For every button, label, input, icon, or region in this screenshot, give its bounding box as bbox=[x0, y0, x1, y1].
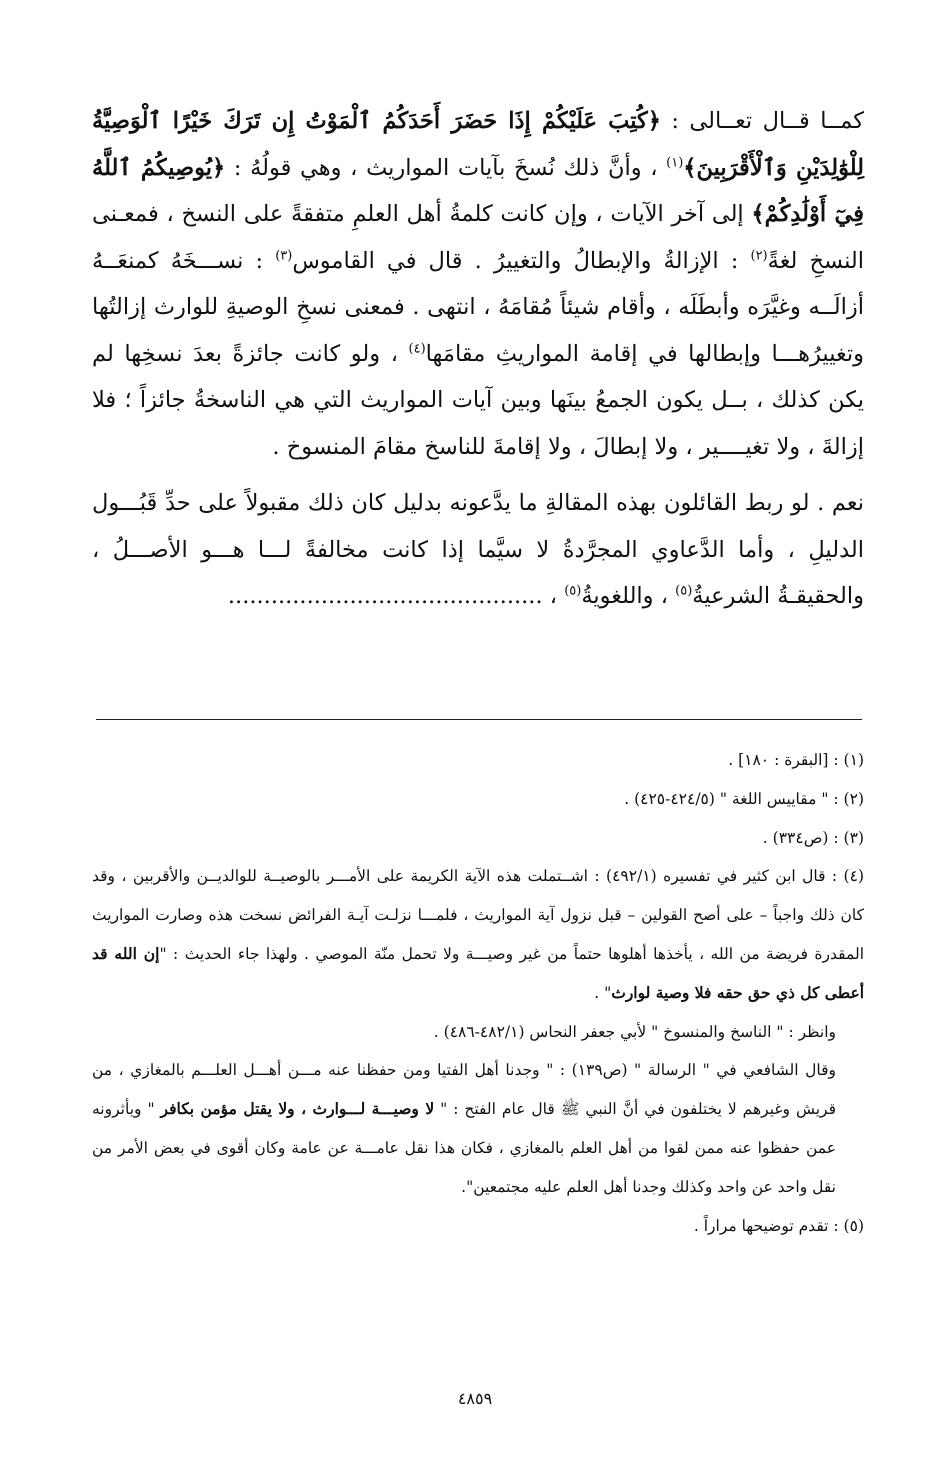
text-run: : الإزالةُ والإبطالُ والتغييرُ . قال في القاموس bbox=[292, 247, 751, 274]
footnote-4-see-also: وانظر : " الناسخ والمنسوخ " لأبي جعفر النحاس (٤٨٢/١-٤٨٦) . bbox=[433, 1022, 836, 1041]
footnote-divider bbox=[96, 719, 862, 720]
footnote-5: (٥) : تقدم توضيحها مراراً . bbox=[693, 1216, 864, 1235]
paragraph-2 bbox=[92, 480, 864, 620]
ellipsis-dots: ............................................ bbox=[227, 583, 543, 609]
footnote-ref-2[interactable]: (٢) bbox=[750, 248, 768, 263]
paragraph-1 bbox=[92, 98, 864, 470]
footnote-ref-1[interactable]: (١) bbox=[666, 155, 684, 170]
text-run: : نســـخَهُ كمنعَــهُ أزالَــه وغيَّرَه وأبطَلَه ، وأقام شيئاً مُقامَهُ ، انتهى . فمعنى نسخِ الوصيةِ للوارث إزالتُها وتغييرُهـــا وإبطالها في إقامة المواريثِ مقامَها bbox=[92, 247, 864, 367]
footnote-ref-3[interactable]: (٣) bbox=[275, 248, 293, 263]
footnote-ref-5b[interactable]: (٥) bbox=[564, 583, 582, 599]
footnote-ref-5[interactable]: (٥) bbox=[675, 583, 693, 599]
text-run: نعم . لو ربط القائلون بهذه المقالةِ ما يدَّعونه بدليل كان ذلك مقبولاً على حدِّ قَبُـــول الدليلِ ، وأما الدَّعاوي المجرَّدةُ لا سيَّما إذا كانت مخالفةً لـــا هـــو الأصـــلُ ، والحقيقـةُ الشرعيةُ bbox=[92, 490, 864, 609]
footnote-1: (١) : [البقرة : ١٨٠] . bbox=[728, 751, 864, 769]
text-run: وقال الشافعي في " الرسالة " (ص١٣٩) : " وجدنا أهل الفتيا ومن حفظنا عنه مـــن أهـــل العلـــم بالمغازي ، من قريش وغيرهم لا يختلفون في أنَّ النبي ﷺ قال عام الفتح : " bbox=[92, 1061, 836, 1119]
quran-verse-1: ﴿كُتِبَ عَلَيْكُمْ إِذَا حَضَرَ أَحَدَكُمُ ٱلْمَوْتُ إِن تَرَكَ خَيْرًا ٱلْوَصِيَّةُ لِلْوَٰلِدَيْنِ وَٱلْأَقْرَبِينَ﴾ bbox=[92, 108, 865, 181]
footnote-3: (٣) : (ص٣٣٤) . bbox=[762, 828, 864, 847]
hadith-text: لا وصيـــة لـــوارث ، ولا يقتل مؤمن بكافر bbox=[160, 1099, 435, 1119]
footnote-4 bbox=[92, 857, 864, 1012]
text-run: ، ولو كانت جائزةً بعدَ نسخِها لم يكن كذلك ، بــل يكون الجمعُ بينَها وبين آيات المواريث التي هي الناسخةُ جائزاً ؛ فلا إزالةَ ، ولا تغيــــير ، ولا إبطالَ ، ولا إقامةَ للناسخ مقامَ المنسوخ . bbox=[92, 340, 864, 460]
text-run: (٤) : قال ابن كثير في تفسيره (٤٩٢/١) : اشــتملت هذه الآية الكريمة على الأمـــر بالوصيــة للوالديــن والأقربين ، وقد كان ذلك واجباً – على أصح القولين – قبل نزول آية المواريث ، فلمـــا نزلـت آيـة الفرائض نسخت هذه وصارت المواريث المقدرة فريضة من الله ، يأخذها أهلوها حتماً من غير وصيـــة ولا تحمل منّة الموصي . ولهذا جاء الحديث : " bbox=[92, 867, 864, 963]
text-run: ، bbox=[542, 583, 565, 609]
quran-verse-2: ﴿يُوصِيكُمُ ٱللَّهُ فِيٓ أَوْلَٰدِكُمْ﴾ bbox=[92, 154, 864, 227]
text-run: " ويأثرونه عمن حفظوا عنه ممن لقوا من أهل العلم بالمغازي ، فكان هذا نقل عامـــة عن عامة وكان أقوى في بعض الأمر من نقل واحد عن واحد وكذلك وجدنا أهل العلم عليه مجتمعين". bbox=[92, 1100, 836, 1196]
text-run: " . bbox=[594, 983, 612, 1002]
footnote-4-shafii bbox=[92, 1051, 864, 1206]
main-text bbox=[92, 98, 864, 620]
page-number: ٤٨٥٩ bbox=[457, 1389, 493, 1408]
hadith-text: إن الله قد أعطى كل ذي حق حقه فلا وصية لوارث bbox=[92, 943, 864, 1002]
text-run: ، وأنَّ ذلك نُسخَ بآيات المواريث ، وهي قولُهُ : bbox=[225, 154, 667, 181]
footnote-2: (٢) : " مقاييس اللغة " (٤٢٤/٥-٤٢٥) . bbox=[624, 789, 864, 808]
text-run: كمــا قــال تعــالى : bbox=[660, 108, 865, 134]
text-run: ، واللغويةُ bbox=[581, 583, 676, 609]
footnote-ref-4[interactable]: (٤) bbox=[408, 341, 426, 356]
footnotes bbox=[92, 741, 864, 1245]
text-run: إلى آخر الآيات ، وإن كانت كلمةُ أهل العلمِ متفقةً على النسخ ، فمعـنى النسخِ لغةً bbox=[92, 201, 864, 274]
